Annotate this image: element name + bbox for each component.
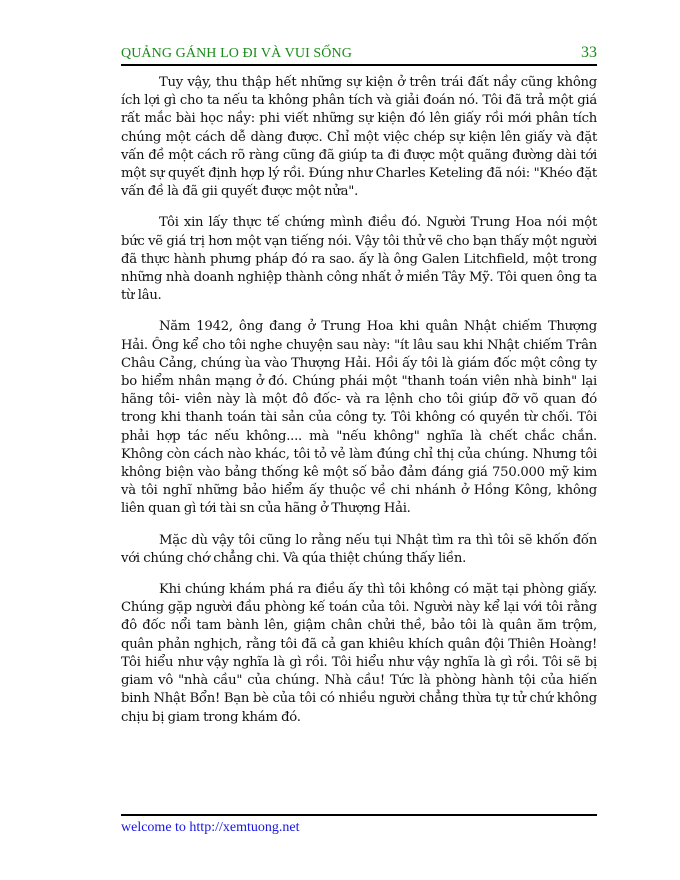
paragraph: Năm 1942, ông đang ở Trung Hoa khi quân Nhật chiếm Thượng Hải. Ông kể cho tôi nghe chuyện sau này: "ít lâu sau khi Nhật chiếm Trân Châu Cảng, chúng ùa vào Thượng Hải. Hồi ấy tôi là giám đốc một công ty bo hiểm nhân mạng ở đó. Chúng phái một "thanh toán viên nhà binh" lại hãng tôi- viên này là một đô đốc- và ra lệnh cho tôi giúp đỡ võ quan đó trong khi thanh toán tài sản của công ty. Tôi không có quyền từ chối. Tôi phải hợp tác nếu không.... mà "nếu không" nghĩa là chết chắc chắn. Không còn cách nào khác, tôi tỏ vẻ làm đúng chỉ thị của chúng. Nhưng tôi không biện vào bảng thống kê một số bảo đảm đáng giá 750.000 mỹ kim và tôi nghĩ những bảo hiểm ấy thuộc về chi nhánh ở Hồng Kông, không liên quan gì tới tài sn của hãng ở Thượng Hải. bbox=[121, 319, 597, 517]
paragraph: Tôi xin lấy thực tế chứng mình điều đó. Người Trung Hoa nói một bức vẽ giá trị hơn một vạn tiếng nói. Vậy tôi thử vẽ cho bạn thấy một người đã thực hành phưng pháp đó ra sao. ấy là ông Galen Litchfield, một trong những nhà doanh nghiệp thành công nhất ở miền Tây Mỹ. Tôi quen ông ta từ lâu. bbox=[121, 215, 597, 304]
running-footer bbox=[121, 814, 597, 836]
paragraph: Mặc dù vậy tôi cũng lo rằng nếu tụi Nhật tìm ra thì tôi sẽ khốn đốn với chúng chớ chẳng chi. Và qúa thiệt chúng thấy liền. bbox=[121, 532, 597, 566]
document-page bbox=[121, 0, 597, 880]
book-title: QUẢNG GÁNH LO ĐI VÀ VUI SỐNG bbox=[121, 46, 352, 61]
body-text bbox=[121, 74, 597, 740]
footer-link[interactable]: welcome to http://xemtuong.net bbox=[121, 820, 300, 835]
paragraph: Tuy vậy, thu thập hết những sự kiện ở trên trái đất nầy cũng không ích lợi gì cho ta nếu ta không phân tích và giải đoán nó. Tôi đã trả một giá rất mắc bài học nầy: phi viết những sự kiện đó lên giấy rồi mới phân tích chúng một cách dễ dàng được. Chỉ một việc chép sự kiện lên giấy và đặt vấn đề một cách rõ ràng cũng đã giúp ta đi được một quãng đường dài tới một sự quyết định hợp lý rồi. Đúng như Charles Keteling đã nói: "Khéo đặt vấn đề là đã gii quyết được một nửa". bbox=[121, 75, 597, 200]
running-header bbox=[121, 44, 597, 66]
page-number: 33 bbox=[581, 44, 597, 61]
paragraph: Khi chúng khám phá ra điều ấy thì tôi không có mặt tại phòng giấy. Chúng gặp người đầu phòng kế toán của tôi. Người này kể lại với tôi rằng đô đốc nổi tam bành lên, giậm chân chửi thề, bảo tôi là quân ăm trộm, quân phản nghịch, rằng tôi đã cả gan khiêu khích quân đội Thiên Hoàng! Tôi hiểu như vậy nghĩa là gì rồi. Tôi hiểu như vậy nghĩa là gì rồi. Tôi sẽ bị giam vô "nhà cầu" của chúng. Nhà cầu! Tức là phòng hành tội của hiến binh Nhật Bổn! Bạn bè của tôi có nhiều người chẳng thừa tự tử chứ không chịu bị giam trong khám đó. bbox=[121, 582, 597, 725]
